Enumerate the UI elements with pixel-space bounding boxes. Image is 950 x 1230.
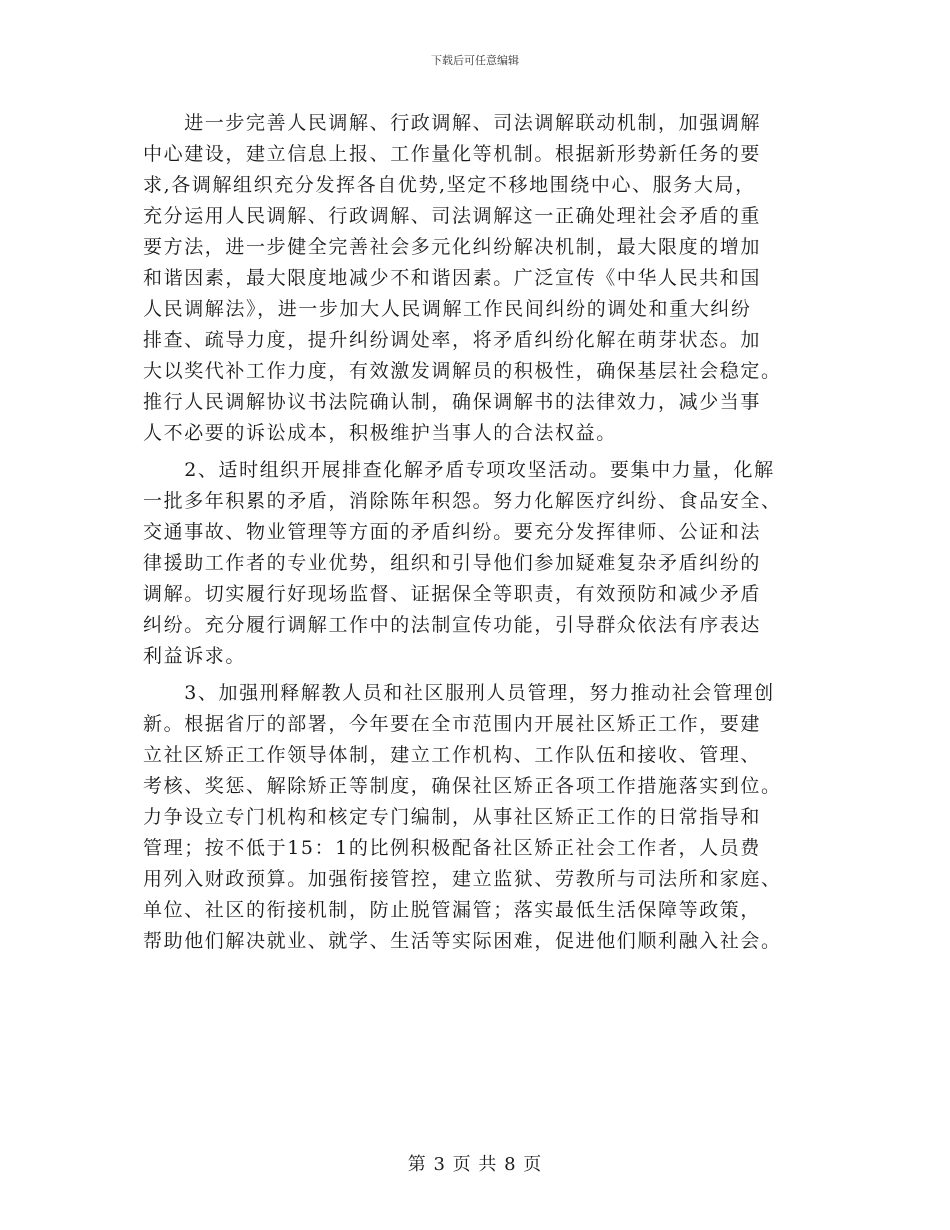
paragraph-3 [143,678,811,957]
page-number-footer: 第 3 页 共 8 页 [407,1154,543,1175]
text-line: 要方法，进一步健全完善社会多元化纠纷解决机制，最大限度的增加 [143,236,762,258]
text-line: 和谐因素，最大限度地减少不和谐因素。广泛宣传《中华人民共和国 [143,267,762,289]
text-line: 单位、社区的衔接机制，防止脱管漏管；落实最低生活保障等政策， [143,899,762,921]
text-line: 进一步完善人民调解、行政调解、司法调解联动机制，加强调解 [143,112,762,134]
text-line: 考核、奖惩、解除矫正等制度，确保社区矫正各项工作措施落实到位。 [143,775,782,797]
text-line: 用列入财政预算。加强衔接管控，建立监狱、劳教所与司法所和家庭、 [143,868,782,890]
text-line: 人不必要的诉讼成本，积极维护当事人的合法权益。 [143,422,617,444]
text-line: 推行人民调解协议书法院确认制，确保调解书的法律效力，减少当事 [143,391,762,413]
text-line: 立社区矫正工作领导体制，建立工作机构、工作队伍和接收、管理、 [143,744,762,766]
text-line: 2、适时组织开展排查化解矛盾专项攻坚活动。要集中力量，化解 [143,459,775,481]
text-line: 人民调解法》，进一步加大人民调解工作民间纠纷的调处和重大纠纷 [143,298,752,320]
text-line: 律援助工作者的专业优势，组织和引导他们参加疑难复杂矛盾纠纷的 [143,552,762,574]
page-header-note: 下载后可任意编辑 [431,54,519,67]
paragraph-2 [143,455,811,672]
text-line: 一批多年积累的矛盾，消除陈年积怨。努力化解医疗纠纷、食品安全、 [143,490,782,512]
text-line: 大以奖代补工作力度，有效激发调解员的积极性，确保基层社会稳定。 [143,360,782,382]
text-line: 排查、疏导力度，提升纠纷调处率，将矛盾纠纷化解在萌芽状态。加 [143,329,762,351]
document-body [143,108,811,957]
text-line: 新。根据省厅的部署，今年要在全市范围内开展社区矫正工作，要建 [143,713,762,735]
text-line: 中心建设，建立信息上报、工作量化等机制。根据新形势新任务的要 [143,143,762,165]
text-line: 求,各调解组织充分发挥各自优势,坚定不移地围绕中心、服务大局， [143,174,756,196]
paragraph-1 [143,108,811,449]
text-line: 纠纷。充分履行调解工作中的法制宣传功能，引导群众依法有序表达 [143,614,762,636]
text-line: 力争设立专门机构和核定专门编制，从事社区矫正工作的日常指导和 [143,806,762,828]
text-line: 充分运用人民调解、行政调解、司法调解这一正确处理社会矛盾的重 [143,205,762,227]
text-line: 管理；按不低于15：1的比例积极配备社区矫正社会工作者，人员费 [143,837,761,859]
text-line: 调解。切实履行好现场监督、证据保全等职责，有效预防和减少矛盾 [143,583,762,605]
text-line: 利益诉求。 [143,645,247,667]
text-line: 帮助他们解决就业、就学、生活等实际困难，促进他们顺利融入社会。 [143,930,782,952]
text-line: 交通事故、物业管理等方面的矛盾纠纷。要充分发挥律师、公证和法 [143,521,762,543]
text-line: 3、加强刑释解教人员和社区服刑人员管理，努力推动社会管理创 [143,682,775,704]
